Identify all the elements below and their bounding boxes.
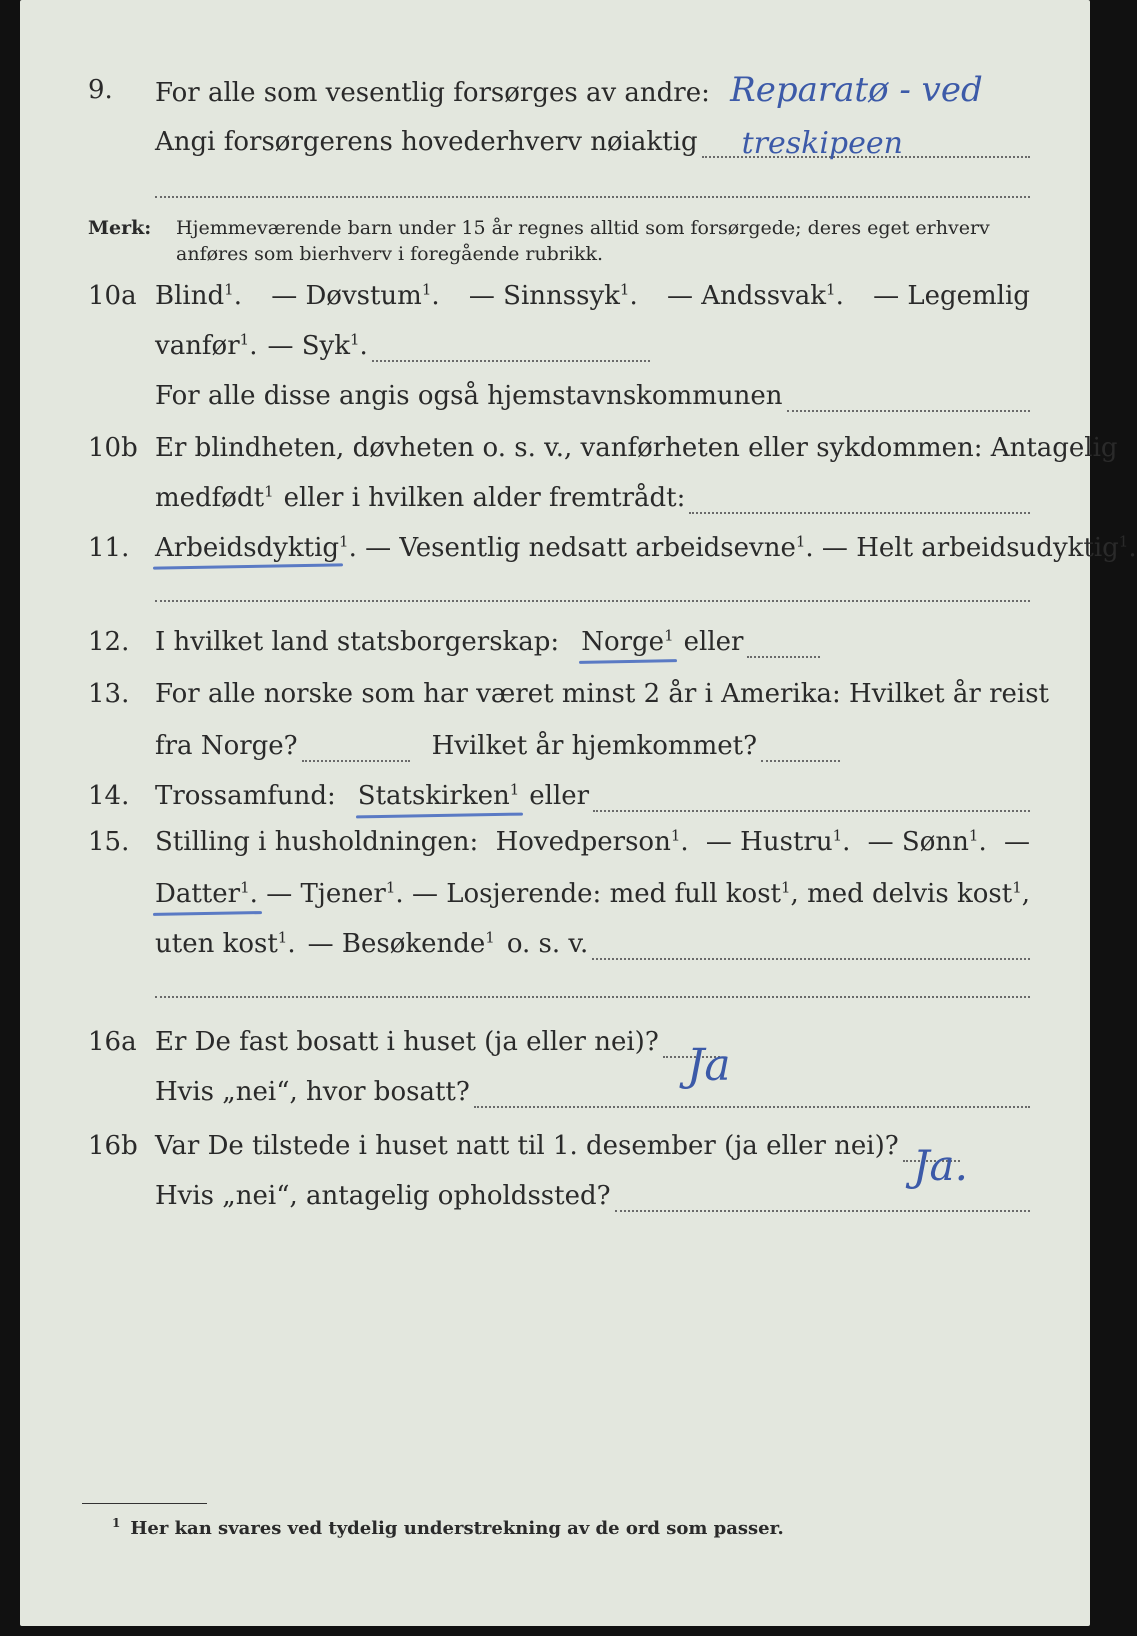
- q16a-answer-field[interactable]: [663, 1034, 731, 1091]
- footnote-text: Her kan svares ved tydelig understrekning av de ord som passer.: [130, 1518, 784, 1539]
- q9-number: 9.: [88, 75, 113, 105]
- q10a-syk-field[interactable]: [372, 338, 650, 362]
- option-andssvak[interactable]: — Andssvak$^1$.: [666, 280, 844, 311]
- option-statskirken[interactable]: Statskirken$^1$: [357, 780, 520, 811]
- census-form-page: 9. For alle som vesentlig forsørges av andre: Reparatø - ved Angi forsørgerens hovederhverv nøiaktig treskipeen Merk: Hjemmeværende barn under 15 år regnes alltid som forsørgede; deres eget erhverv anføres som bierhverv i foregående rubrikk. 10a Blind$^1$. — Døvstum$^1$. — Sinnssyk$^1$. — Andssvak$^1$. — Legemlig vanfør$^1$. — Syk$^1$. For alle disse angis også hjemstavnskommunen 10b Er blindheten, døvheten o. s. v., vanførheten eller sykdommen: Antagelig medfødt$^1$ eller i hvilken alder fremtrådt: 11. Arbeidsdyktig$^1$. — Vesentlig nedsatt arbeidsevne$^1$. — Helt arbeidsudyktig$^1$. 12. I hvilket land statsborgerskap: Norge$^1$ eller 13. For alle norske som har været minst 2 år i Amerika: Hvilket år reist fra Norge? Hvilket år hjemkommet? 14. Trossamfund: Statskirken$^1$ eller 15. Stilling i husholdningen: Hovedperson$^1$. — Hustru$^1$. — Sønn$^1$. — Datter$^1$. — Tjener$^1$. — Losjerende: med full kost$^1$, med delvis kost$^1$, uten kost$^1$. — Besøkende$^1$ o. s. v. 16a Er De fast bosatt i huset (ja eller nei)? Ja Hvis „nei“, hvor bosatt? 16b Var De tilstede i huset natt til 1. desember (ja eller nei)? Ja. Hvis „nei“, antagelig opholdssted? $^1$ Her kan svares ved tydelig understrekning av de ord som passer.: [20, 0, 1090, 1626]
- q16a-number: 16a: [88, 1027, 137, 1057]
- option-hustru[interactable]: — Hustru$^1$.: [705, 826, 851, 857]
- q10b-age-label: eller i hvilken alder fremtrådt:: [283, 483, 686, 513]
- q10a-hometown-field[interactable]: [787, 388, 1030, 412]
- option-sonn[interactable]: — Sønn$^1$.: [867, 826, 987, 857]
- q16b-location-label: Hvis „nei“, antagelig opholdssted?: [155, 1181, 611, 1211]
- q9-text: For alle som vesentlig forsørges av andre: Reparatø - ved: [155, 70, 983, 110]
- q12-country-field[interactable]: [747, 634, 820, 658]
- q15-question: Stilling i husholdningen:: [155, 827, 479, 857]
- q9-provider-field[interactable]: [702, 126, 1030, 161]
- q13-returned-label: Hvilket år hjemkommet?: [431, 731, 758, 761]
- option-dovstum[interactable]: — Døvstum$^1$.: [271, 280, 440, 311]
- q16b-handwritten-answer: Ja.: [912, 1141, 968, 1190]
- q11-extra-line: [155, 600, 1030, 602]
- q14-question: Trossamfund:: [155, 781, 336, 811]
- q15-etc: o. s. v.: [506, 929, 589, 959]
- q14-religion-field[interactable]: [593, 788, 1030, 812]
- q16b-location-field[interactable]: [615, 1188, 1030, 1212]
- q16b-number: 16b: [88, 1131, 138, 1161]
- option-full-kost[interactable]: med full kost$^1$, med delvis kost$^1$,: [609, 878, 1030, 909]
- q15-extra-line: [155, 996, 1030, 998]
- q12-or: eller: [683, 627, 744, 657]
- option-arbeidsdyktig[interactable]: Arbeidsdyktig: [155, 533, 340, 563]
- option-datter[interactable]: Datter$^1$.: [155, 878, 258, 909]
- q16b-question: Var De tilstede i huset natt til 1. desember (ja eller nei)?: [155, 1131, 899, 1161]
- q13-left-field[interactable]: [302, 738, 410, 762]
- q15-status-field[interactable]: [592, 936, 1030, 960]
- q9-extra-line: [155, 196, 1030, 198]
- q13-left-label: fra Norge?: [155, 731, 298, 761]
- footnote: [112, 1516, 784, 1539]
- q10a-hometown-label: For alle disse angis også hjemstavnskommunen: [155, 381, 783, 411]
- q15-number: 15.: [88, 827, 130, 857]
- option-hovedperson[interactable]: Hovedperson$^1$.: [495, 826, 689, 857]
- option-blind[interactable]: Blind$^1$.: [155, 280, 242, 311]
- option-vanfor[interactable]: vanfør$^1$.: [155, 330, 258, 361]
- option-sinnssyk[interactable]: — Sinnssyk$^1$.: [468, 280, 638, 311]
- option-syk[interactable]: — Syk$^1$.: [267, 330, 368, 361]
- q10b-number: 10b: [88, 433, 138, 463]
- option-besokende[interactable]: — Besøkende$^1$: [307, 928, 495, 959]
- q16a-residence-field[interactable]: [474, 1084, 1030, 1108]
- q13-returned-field[interactable]: [761, 738, 840, 762]
- q10a-number: 10a: [88, 281, 137, 311]
- footnote-mark: 1: [112, 1516, 121, 1530]
- q16a-residence-label: Hvis „nei“, hvor bosatt?: [155, 1077, 470, 1107]
- option-udyktig[interactable]: . — Helt arbeidsudyktig: [805, 533, 1119, 563]
- option-legemlig[interactable]: — Legemlig: [873, 281, 1030, 311]
- note-label: Merk:: [88, 217, 152, 239]
- option-norge[interactable]: Norge$^1$: [581, 626, 674, 657]
- q14-or: eller: [529, 781, 590, 811]
- footnote-rule: [82, 1503, 207, 1504]
- q12-number: 12.: [88, 627, 130, 657]
- q16b-answer-field[interactable]: [903, 1138, 968, 1190]
- option-losjerende: — Losjerende:: [411, 879, 602, 909]
- option-uten-kost[interactable]: uten kost$^1$.: [155, 928, 296, 959]
- note-text: Hjemmeværende barn under 15 år regnes alltid som forsørgede; deres eget erhverv anføres som bierhverv i foregående rubrikk.: [176, 217, 990, 265]
- q10b-age-field[interactable]: [689, 490, 1030, 514]
- option-tjener[interactable]: — Tjener$^1$.: [266, 878, 404, 909]
- q14-number: 14.: [88, 781, 130, 811]
- q9-provider-label: Angi forsørgerens hovederhverv nøiaktig: [155, 127, 698, 157]
- q13-number: 13.: [88, 679, 130, 709]
- q15-dash: —: [1004, 827, 1030, 857]
- q11-number: 11.: [88, 533, 130, 563]
- q13-question: For alle norske som har været minst 2 år i Amerika: Hvilket år reist: [155, 679, 1049, 709]
- option-medfodt[interactable]: medfødt$^1$: [155, 482, 274, 513]
- q16a-handwritten-answer: Ja: [686, 1040, 731, 1091]
- q9-provider-answer: treskipeen: [741, 126, 903, 161]
- q10b-question: Er blindheten, døvheten o. s. v., vanførheten eller sykdommen: Antagelig: [155, 433, 1118, 463]
- q16a-question: Er De fast bosatt i huset (ja eller nei)?: [155, 1027, 659, 1057]
- option-nedsatt[interactable]: . — Vesentlig nedsatt arbeidsevne: [348, 533, 796, 563]
- q12-question: I hvilket land statsborgerskap:: [155, 627, 560, 657]
- q9-handwritten-answer: Reparatø - ved: [730, 70, 983, 110]
